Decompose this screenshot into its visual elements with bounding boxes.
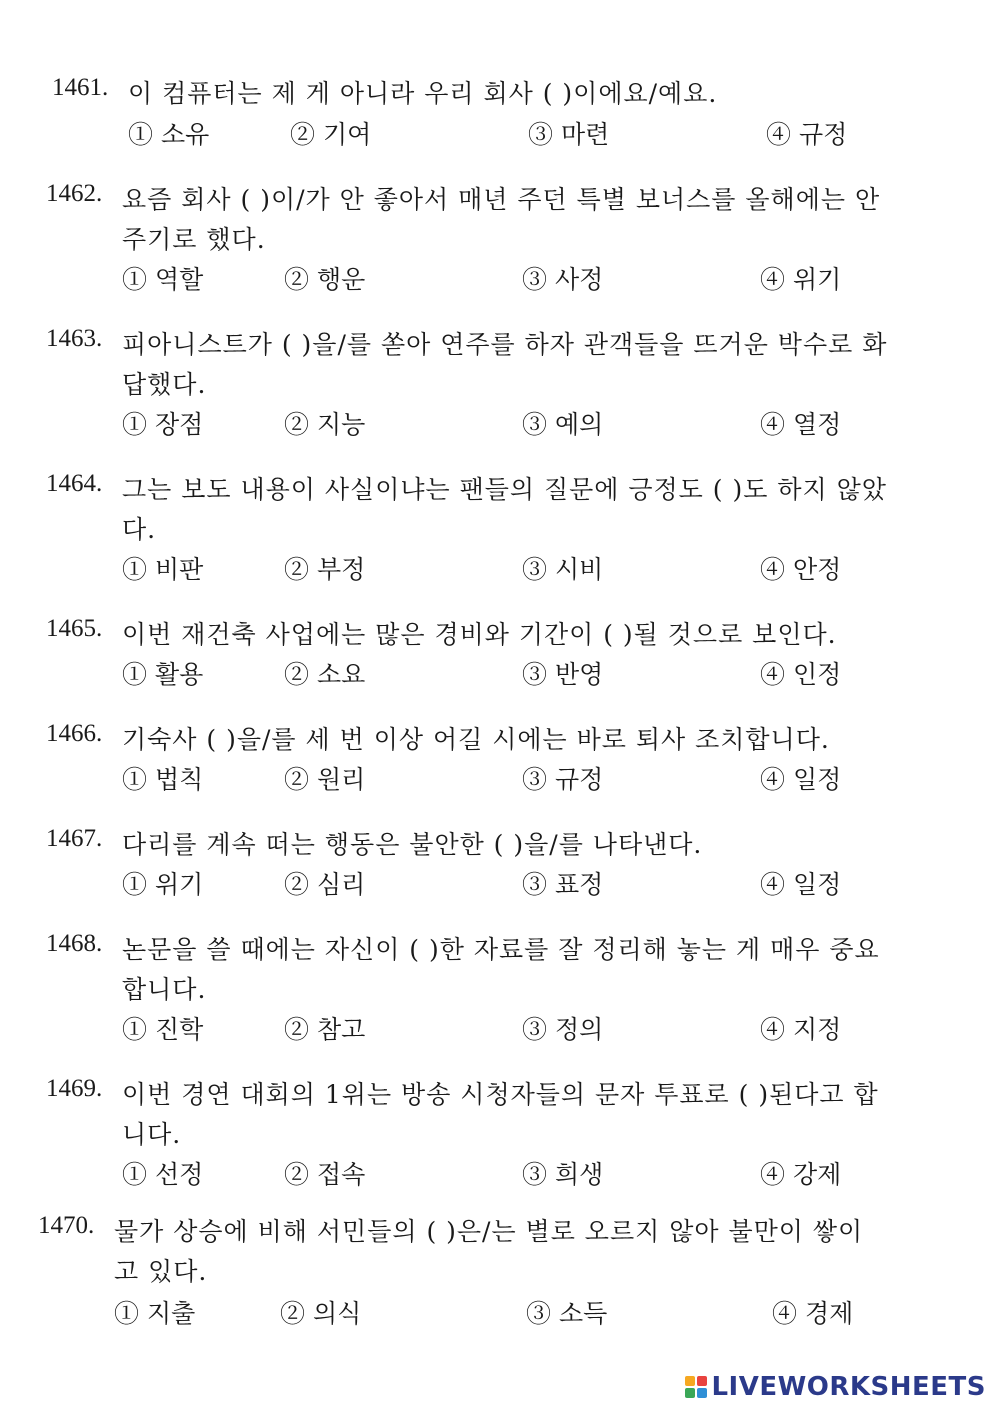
logo-square-4 (697, 1388, 707, 1398)
option-4[interactable]: ④ 위기 (760, 265, 842, 294)
question-number: 1466. (46, 720, 103, 747)
question-text: 이번 재건축 사업에는 많은 경비와 기간이 ( )될 것으로 보인다. (122, 620, 837, 649)
liveworksheets-logo (685, 1372, 986, 1402)
question-number: 1469. (46, 1075, 103, 1102)
question-text: 논문을 쓸 때에는 자신이 ( )한 자료를 잘 정리해 놓는 게 매우 중요 (122, 935, 880, 964)
option-2[interactable]: ② 심리 (284, 870, 366, 899)
logo-square-3 (685, 1388, 695, 1398)
option-1[interactable]: ① 장점 (122, 410, 204, 439)
option-3[interactable]: ③ 예의 (522, 410, 604, 439)
logo-square-1 (685, 1376, 695, 1386)
question-number: 1462. (46, 180, 103, 207)
option-1[interactable]: ① 위기 (122, 870, 204, 899)
option-3[interactable]: ③ 규정 (522, 765, 604, 794)
option-1[interactable]: ① 역할 (122, 265, 204, 294)
option-4[interactable]: ④ 지정 (760, 1015, 842, 1044)
option-4[interactable]: ④ 강제 (760, 1160, 842, 1189)
option-2[interactable]: ② 소요 (284, 660, 366, 689)
question-text: 그는 보도 내용이 사실이냐는 팬들의 질문에 긍정도 ( )도 하지 않았 (122, 475, 887, 504)
question-text-cont: 합니다. (122, 975, 207, 1004)
option-2[interactable]: ② 의식 (280, 1299, 362, 1328)
question-text: 요즘 회사 ( )이/가 안 좋아서 매년 주던 특별 보너스를 올해에는 안 (122, 185, 881, 214)
option-3[interactable]: ③ 정의 (522, 1015, 604, 1044)
option-1[interactable]: ① 비판 (122, 555, 204, 584)
option-1[interactable]: ① 진학 (122, 1015, 204, 1044)
logo-text: LIVEWORKSHEETS (711, 1372, 986, 1402)
option-1[interactable]: ① 법칙 (122, 765, 204, 794)
question-text: 피아니스트가 ( )을/를 쏟아 연주를 하자 관객들을 뜨거운 박수로 화 (122, 330, 888, 359)
option-3[interactable]: ③ 표정 (522, 870, 604, 899)
option-2[interactable]: ② 참고 (284, 1015, 366, 1044)
logo-grid-icon (685, 1376, 707, 1398)
option-2[interactable]: ② 지능 (284, 410, 366, 439)
option-3[interactable]: ③ 마련 (528, 120, 610, 149)
option-4[interactable]: ④ 열정 (760, 410, 842, 439)
option-2[interactable]: ② 행운 (284, 265, 366, 294)
question-text-cont: 다. (122, 515, 157, 544)
question-text-cont: 답했다. (122, 370, 207, 399)
option-4[interactable]: ④ 인정 (760, 660, 842, 689)
option-2[interactable]: ② 기여 (290, 120, 372, 149)
question-number: 1468. (46, 930, 103, 957)
question-text: 다리를 계속 떠는 행동은 불안한 ( )을/를 나타낸다. (122, 830, 703, 859)
question-text: 물가 상승에 비해 서민들의 ( )은/는 별로 오르지 않아 불만이 쌓이 (114, 1217, 864, 1246)
question-text-cont: 니다. (122, 1120, 182, 1149)
logo-square-2 (697, 1376, 707, 1386)
question-text: 이 컴퓨터는 제 게 아니라 우리 회사 ( )이에요/예요. (128, 79, 718, 108)
option-1[interactable]: ① 선정 (122, 1160, 204, 1189)
question-number: 1470. (38, 1212, 95, 1239)
option-2[interactable]: ② 접속 (284, 1160, 366, 1189)
question-number: 1461. (52, 74, 109, 101)
option-1[interactable]: ① 지출 (114, 1299, 196, 1328)
question-text-cont: 주기로 했다. (122, 225, 266, 254)
option-2[interactable]: ② 부정 (284, 555, 366, 584)
option-3[interactable]: ③ 시비 (522, 555, 604, 584)
option-4[interactable]: ④ 일정 (760, 870, 842, 899)
question-number: 1467. (46, 825, 103, 852)
question-number: 1463. (46, 325, 103, 352)
question-text: 기숙사 ( )을/를 세 번 이상 어길 시에는 바로 퇴사 조치합니다. (122, 725, 830, 754)
option-2[interactable]: ② 원리 (284, 765, 366, 794)
question-text: 이번 경연 대회의 1위는 방송 시청자들의 문자 투표로 ( )된다고 합 (122, 1080, 879, 1109)
option-4[interactable]: ④ 일정 (760, 765, 842, 794)
option-1[interactable]: ① 소유 (128, 120, 210, 149)
question-text-cont: 고 있다. (114, 1257, 208, 1286)
option-3[interactable]: ③ 반영 (522, 660, 604, 689)
option-3[interactable]: ③ 사정 (522, 265, 604, 294)
option-4[interactable]: ④ 규정 (766, 120, 848, 149)
question-number: 1464. (46, 470, 103, 497)
option-4[interactable]: ④ 안정 (760, 555, 842, 584)
option-3[interactable]: ③ 소득 (526, 1299, 608, 1328)
question-number: 1465. (46, 615, 103, 642)
option-3[interactable]: ③ 희생 (522, 1160, 604, 1189)
option-1[interactable]: ① 활용 (122, 660, 204, 689)
option-4[interactable]: ④ 경제 (772, 1299, 854, 1328)
